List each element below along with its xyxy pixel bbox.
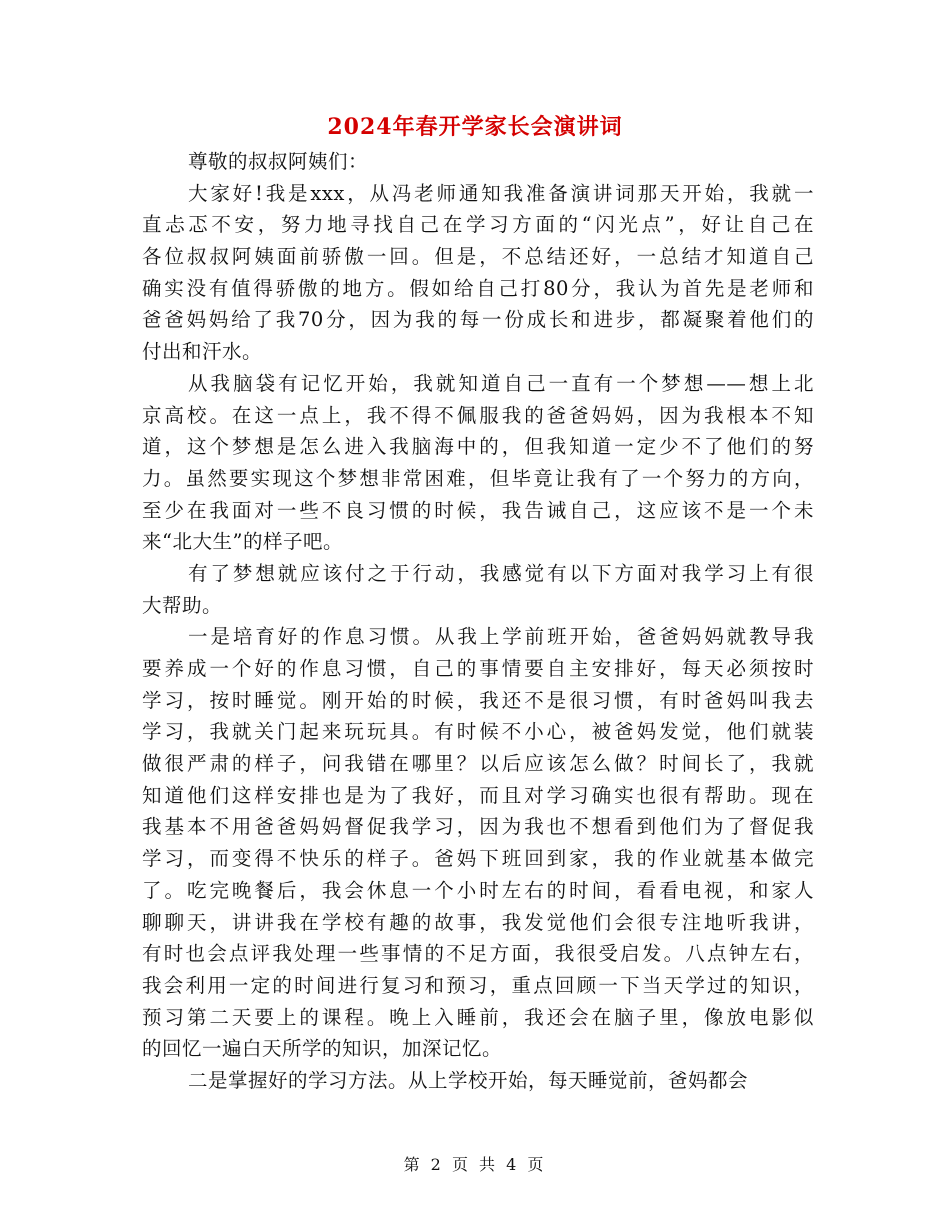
paragraph-line: 付出和汗水。 — [142, 340, 263, 364]
paragraph-line: 学习，按时睡觉。刚开始的时候，我还不是很习惯，有时爸妈叫我去 — [142, 688, 814, 712]
paragraph-line: 的回忆一遍白天所学的知识，加深记忆。 — [142, 1037, 503, 1061]
paragraph-line: 我会利用一定的时间进行复习和预习，重点回顾一下当天学过的知识， — [142, 973, 814, 997]
paragraph-line: 我基本不用爸爸妈妈督促我学习，因为我也不想看到他们为了督促我 — [142, 815, 814, 839]
paragraph-line: 一是培育好的作息习惯。从我上学前班开始，爸爸妈妈就教导我 — [188, 625, 814, 649]
paragraph-line: 道，这个梦想是怎么进入我脑海中的，但我知道一定少不了他们的努 — [142, 435, 814, 459]
paragraph-line: 学习，我就关门起来玩玩具。有时候不小心，被爸妈发觉，他们就装 — [142, 720, 814, 744]
page-footer: 第 2 页 共 4 页 — [403, 1155, 547, 1174]
paragraph-line: 确实没有值得骄傲的地方。假如给自己打80分，我认为首先是老师和 — [142, 276, 814, 300]
paragraph-line: 至少在我面对一些不良习惯的时候，我告诫自己，这应该不是一个未 — [142, 498, 814, 522]
salutation: 尊敬的叔叔阿姨们： — [188, 150, 369, 173]
paragraph-line: 知道他们这样安排也是为了我好，而且对学习确实也很有帮助。现在 — [142, 783, 814, 807]
paragraph-line: 有时也会点评我处理一些事情的不足方面，我很受启发。八点钟左右， — [142, 942, 814, 966]
paragraph-line: 从我脑袋有记忆开始，我就知道自己一直有一个梦想——想上北 — [188, 371, 814, 395]
paragraph-line: 大帮助。 — [142, 593, 223, 617]
paragraph-line: 爸爸妈妈给了我70分，因为我的每一份成长和进步，都凝聚着他们的 — [142, 308, 814, 332]
paragraph-line: 来“北大生”的样子吧。 — [142, 530, 343, 554]
document-title: 2024年春开学家长会演讲词 — [327, 114, 623, 140]
paragraph-line: 大家好!我是xxx，从冯老师通知我准备演讲词那天开始，我就一 — [188, 181, 814, 205]
paragraph-line: 有了梦想就应该付之于行动，我感觉有以下方面对我学习上有很 — [188, 561, 814, 585]
paragraph-line: 做很严肃的样子，问我错在哪里？以后应该怎么做？时间长了，我就 — [142, 752, 814, 776]
paragraph-line: 要养成一个好的作息习惯，自己的事情要自主安排好，每天必须按时 — [142, 657, 814, 680]
paragraph-line: 了。吃完晚餐后，我会休息一个小时左右的时间，看看电视，和家人 — [142, 878, 814, 902]
paragraph-line: 各位叔叔阿姨面前骄傲一回。但是，不总结还好，一总结才知道自己 — [142, 245, 814, 269]
paragraph-line: 直忐忑不安，努力地寻找自己在学习方面的“闪光点”，好让自己在 — [142, 213, 814, 237]
document-body — [142, 146, 814, 1097]
paragraph-line: 聊聊天，讲讲我在学校有趣的故事，我发觉他们会很专注地听我讲， — [142, 910, 814, 934]
paragraph-line: 学习，而变得不快乐的样子。爸妈下班回到家，我的作业就基本做完 — [142, 847, 814, 871]
paragraph-line: 京高校。在这一点上，我不得不佩服我的爸爸妈妈，因为我根本不知 — [142, 403, 814, 427]
paragraph-line: 二是掌握好的学习方法。从上学校开始，每天睡觉前，爸妈都会 — [188, 1068, 749, 1092]
paragraph-line: 力。虽然要实现这个梦想非常困难，但毕竟让我有了一个努力的方向， — [142, 466, 814, 490]
paragraph-line: 预习第二天要上的课程。晚上入睡前，我还会在脑子里，像放电影似 — [142, 1005, 814, 1029]
